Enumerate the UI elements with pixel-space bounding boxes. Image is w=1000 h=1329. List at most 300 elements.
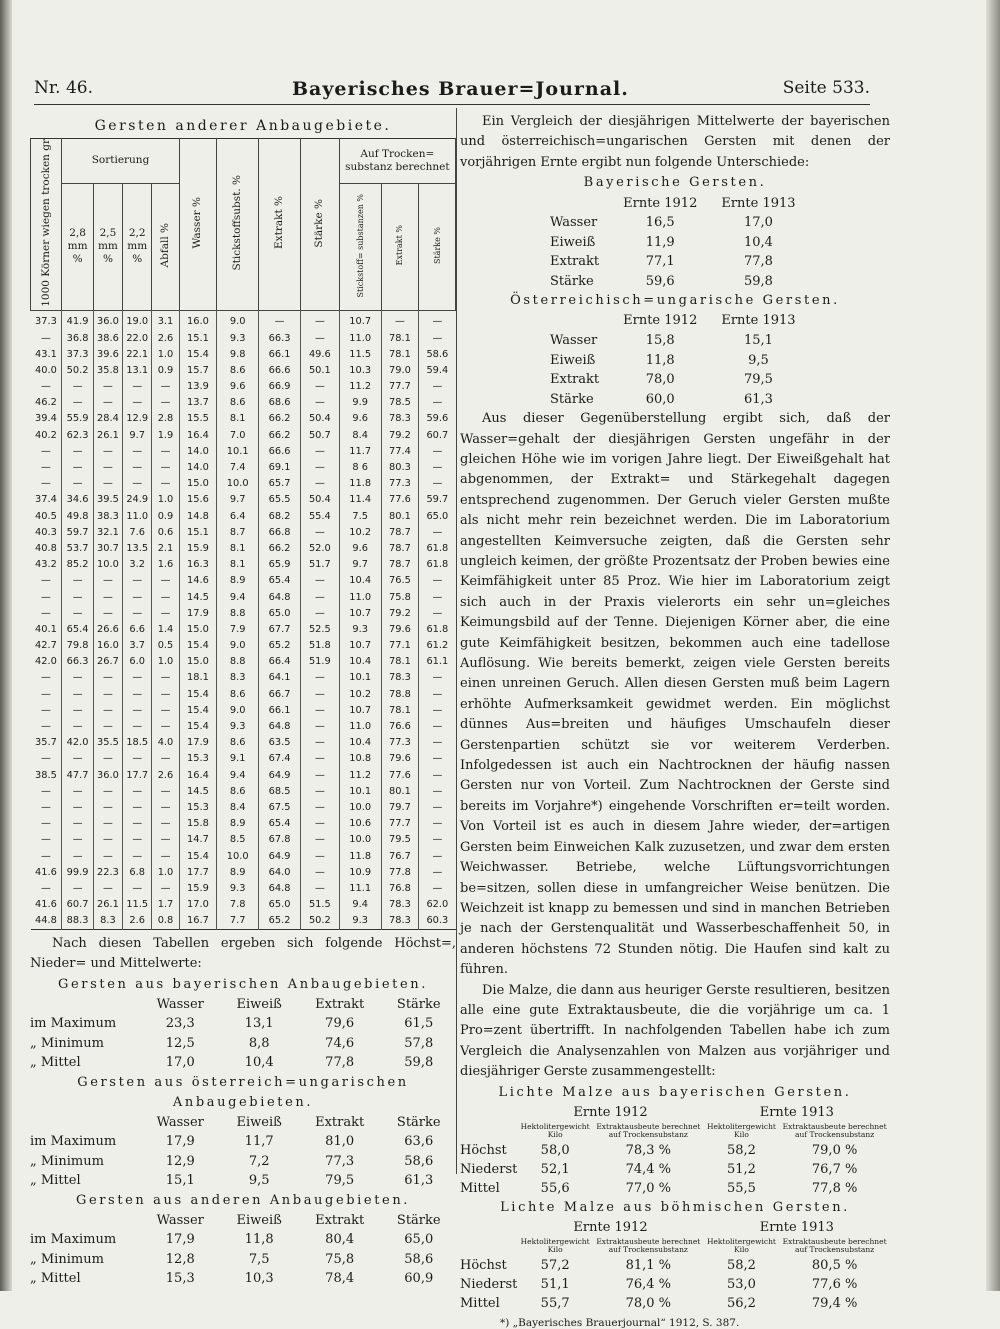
table-cell: 8.6 — [217, 362, 259, 378]
table-cell: 79.7 — [381, 799, 419, 815]
table-cell: 66.3 — [259, 330, 301, 346]
group-row-label: im Maximum — [30, 1016, 117, 1032]
table-cell: 37.3 — [35, 316, 57, 328]
table-cell: — — [419, 832, 456, 848]
group-row-label: „ Mittel — [30, 1271, 81, 1287]
table-cell: — — [123, 848, 152, 864]
cmp1-h1: Ernte 1912 — [623, 195, 698, 211]
table-cell: 9.4 — [339, 897, 381, 913]
table-cell: 42.0 — [35, 656, 57, 668]
malt-year: Ernte 1913 — [759, 1219, 834, 1235]
table-row — [31, 670, 456, 686]
col-weight: 1000 Körner wiegen trocken gr — [31, 139, 62, 311]
table-cell: 9.6 — [339, 540, 381, 556]
comparison-value: 78,0 — [645, 372, 675, 388]
table-cell: 66.1 — [259, 346, 301, 362]
table-cell: 64.0 — [259, 864, 301, 880]
table-cell: 60.3 — [419, 913, 456, 930]
table-cell: 15.0 — [179, 476, 217, 492]
table-cell: 2.6 — [152, 767, 179, 783]
barley-table — [30, 138, 456, 930]
comparison-value: 77,8 — [743, 254, 773, 270]
table-cell: 66.2 — [259, 540, 301, 556]
table-cell: 18.1 — [179, 670, 217, 686]
table-cell: 9.6 — [217, 379, 259, 395]
group-value: 63,6 — [404, 1134, 434, 1150]
table-cell: 15.6 — [179, 492, 217, 508]
comparison-value: 11,9 — [645, 234, 675, 250]
table-cell: 66.2 — [259, 427, 301, 443]
table-cell: 50.2 — [62, 362, 93, 378]
group-row — [30, 1034, 456, 1054]
table-row — [31, 362, 456, 378]
group-value: 23,3 — [165, 1016, 195, 1032]
table-cell: — — [123, 686, 152, 702]
table-cell: 49.8 — [62, 508, 93, 524]
table-cell: — — [123, 783, 152, 799]
table-cell: 16.0 — [93, 638, 122, 654]
table-cell: 13.1 — [123, 362, 152, 378]
table-cell: 14.6 — [179, 573, 217, 589]
table-cell: 63.5 — [259, 735, 301, 751]
table-cell: 43.2 — [35, 559, 57, 571]
malt-value: 57,2 — [540, 1257, 570, 1273]
group-col-header: Wasser — [156, 1114, 204, 1130]
table-cell: 51.7 — [301, 557, 340, 573]
malt-value: 77,6 % — [811, 1276, 858, 1292]
malt-value: 55,5 — [726, 1180, 756, 1196]
table-cell: — — [41, 688, 51, 700]
table-cell: 38.6 — [93, 330, 122, 346]
group-value: 11,8 — [244, 1232, 274, 1248]
table-cell: — — [152, 816, 179, 832]
group-value: 17,0 — [165, 1055, 195, 1071]
table-cell: 77.7 — [381, 379, 419, 395]
table-cell: — — [301, 702, 340, 718]
malt-year: Ernte 1913 — [759, 1104, 834, 1120]
table-cell: 1.0 — [152, 346, 179, 362]
group-col-header: Stärke — [396, 1212, 441, 1228]
malt-col-header: Hektolitergewicht Kilo — [520, 1237, 590, 1255]
table-cell: 11.5 — [123, 897, 152, 913]
table-cell: 1.0 — [152, 864, 179, 880]
table-cell: — — [62, 476, 93, 492]
table-cell: 10.3 — [339, 362, 381, 378]
table-cell: — — [419, 783, 456, 799]
table-row — [31, 686, 456, 702]
table-cell: 64.9 — [259, 767, 301, 783]
cmp2-h2: Ernte 1913 — [721, 313, 796, 329]
table-cell: 66.6 — [259, 362, 301, 378]
table-cell: — — [152, 832, 179, 848]
page-right-edge — [986, 0, 1000, 1291]
table-cell: 22.1 — [123, 346, 152, 362]
cmp1-h2: Ernte 1913 — [721, 195, 796, 211]
table-cell: — — [62, 783, 93, 799]
table-row — [31, 913, 456, 930]
table-cell: — — [41, 785, 51, 797]
table-cell: 61.2 — [419, 638, 456, 654]
comparison-label: Extrakt — [550, 372, 600, 388]
table-row — [31, 573, 456, 589]
table-cell: 59.4 — [419, 362, 456, 378]
table-cell: — — [93, 686, 122, 702]
table-cell: 15.4 — [179, 638, 217, 654]
table-cell: — — [301, 735, 340, 751]
table-cell: — — [152, 799, 179, 815]
col-s22: 2,2 mm % — [123, 183, 152, 310]
table-cell: 1.0 — [152, 492, 179, 508]
table-cell: — — [41, 478, 51, 490]
table-cell: 41.6 — [35, 866, 57, 878]
table-cell: — — [419, 330, 456, 346]
table-cell: — — [419, 767, 456, 783]
group-row — [30, 1230, 456, 1250]
table-cell: 67.7 — [259, 621, 301, 637]
group-value: 79,6 — [325, 1016, 355, 1032]
group-value: 17,9 — [165, 1134, 195, 1150]
group-row — [30, 1132, 456, 1152]
table-cell: 8.3 — [93, 913, 122, 930]
table-cell: 10.7 — [339, 638, 381, 654]
table-cell: 68.5 — [259, 783, 301, 799]
table-cell: — — [419, 735, 456, 751]
table-title: Gersten anderer Anbaugebiete. — [94, 118, 392, 134]
table-cell: 40.8 — [35, 542, 57, 554]
malt-col-header: Extraktausbeute berechnet auf Trockensubstanz — [596, 1122, 701, 1140]
group-table — [30, 1211, 456, 1289]
table-cell: — — [123, 832, 152, 848]
table-cell: — — [301, 816, 340, 832]
table-cell: 8.4 — [339, 427, 381, 443]
table-cell: 19.0 — [123, 310, 152, 330]
table-row — [31, 864, 456, 880]
table-cell: — — [93, 751, 122, 767]
table-cell: — — [41, 818, 51, 830]
table-cell: — — [62, 443, 93, 459]
group-row-label: „ Minimum — [30, 1035, 104, 1051]
table-cell: — — [419, 573, 456, 589]
table-cell: — — [419, 589, 456, 605]
table-cell: — — [419, 605, 456, 621]
table-cell: 66.4 — [259, 654, 301, 670]
group-value: 12,9 — [165, 1153, 195, 1169]
table-cell: — — [152, 718, 179, 734]
table-cell: 11.0 — [339, 718, 381, 734]
table-cell: — — [301, 686, 340, 702]
table-cell: — — [419, 310, 456, 330]
table-cell: — — [93, 443, 122, 459]
table-cell: 80.3 — [381, 459, 419, 475]
table-cell: 50.1 — [301, 362, 340, 378]
table-cell: 7.7 — [217, 913, 259, 930]
table-cell: 50.7 — [301, 427, 340, 443]
table-cell: — — [41, 882, 51, 894]
table-cell: — — [301, 379, 340, 395]
table-cell: 51.9 — [301, 654, 340, 670]
journal-title: Bayerisches Brauer=Journal. — [292, 78, 629, 100]
table-cell: 10.1 — [217, 443, 259, 459]
table-cell: 11.8 — [339, 476, 381, 492]
table-cell: — — [301, 718, 340, 734]
table-cell: — — [62, 573, 93, 589]
table-cell: 75.8 — [381, 589, 419, 605]
table-row — [31, 735, 456, 751]
group-value: 57,8 — [404, 1035, 434, 1051]
table-cell: 8.7 — [217, 524, 259, 540]
table-cell: — — [41, 801, 51, 813]
table-cell: 9.3 — [339, 621, 381, 637]
table-cell: 66.3 — [62, 654, 93, 670]
table-cell: 6.8 — [123, 864, 152, 880]
table-cell: — — [419, 379, 456, 395]
group-value: 61,3 — [404, 1173, 434, 1189]
comparison-row — [520, 331, 808, 351]
table-cell: 22.0 — [123, 330, 152, 346]
malt-row-label: Höchst — [460, 1142, 507, 1158]
group-row-label: „ Minimum — [30, 1153, 104, 1169]
table-cell: 8.8 — [217, 605, 259, 621]
table-cell: — — [301, 459, 340, 475]
table-cell: 77.1 — [381, 638, 419, 654]
comparison-label: Extrakt — [550, 254, 600, 270]
table-cell: — — [259, 310, 301, 330]
table-cell: 0.8 — [152, 913, 179, 930]
col-extrakt: Extrakt % — [259, 139, 301, 311]
table-cell: 0.5 — [152, 638, 179, 654]
group-table — [30, 1113, 456, 1191]
table-cell: 78.3 — [381, 913, 419, 930]
comparison-label: Wasser — [550, 215, 598, 231]
table-cell: 8.6 — [217, 686, 259, 702]
table-cell: 59.7 — [62, 524, 93, 540]
table-row — [31, 816, 456, 832]
summary-intro: Nach diesen Tabellen ergeben sich folgende Höchst=, Nieder= und Mittelwerte: — [30, 935, 456, 972]
table-cell: 61.8 — [419, 557, 456, 573]
table-cell: 10.0 — [217, 848, 259, 864]
table-cell: 17.9 — [179, 735, 217, 751]
table-cell: 10.8 — [339, 751, 381, 767]
table-row — [31, 638, 456, 654]
table-cell: 79.6 — [381, 621, 419, 637]
group-col-header: Stärke — [396, 1114, 441, 1130]
malt-value: 52,1 — [540, 1161, 570, 1177]
table-row — [31, 783, 456, 799]
table-cell: 76.6 — [381, 718, 419, 734]
malt-value: 55,7 — [540, 1295, 570, 1311]
table-cell: — — [93, 880, 122, 896]
group-value: 78,4 — [325, 1271, 355, 1287]
table-cell: 17.7 — [179, 864, 217, 880]
malt-row — [460, 1160, 890, 1179]
table-cell: 8 6 — [339, 459, 381, 475]
table-cell: 8.1 — [217, 540, 259, 556]
table-cell: 10.0 — [339, 832, 381, 848]
table-cell: 0.6 — [152, 524, 179, 540]
comparison-value: 16,5 — [645, 215, 675, 231]
table-cell: 14.8 — [179, 508, 217, 524]
table-cell: 16.0 — [179, 310, 217, 330]
group-value: 77,8 — [325, 1055, 355, 1071]
group-value: 59,8 — [404, 1055, 434, 1071]
table-cell: 26.1 — [93, 427, 122, 443]
table-cell: 78.7 — [381, 524, 419, 540]
table-cell: — — [301, 524, 340, 540]
table-cell: — — [123, 459, 152, 475]
group-row-label: „ Mittel — [30, 1055, 81, 1071]
table-cell: — — [93, 670, 122, 686]
table-cell: 0.9 — [152, 362, 179, 378]
table-cell: — — [419, 816, 456, 832]
table-cell: 37.3 — [62, 346, 93, 362]
table-row — [31, 848, 456, 864]
table-cell: 44.8 — [35, 915, 57, 927]
table-cell: — — [419, 443, 456, 459]
cmp1-table — [520, 193, 808, 291]
table-cell: 78.8 — [381, 686, 419, 702]
malt-value: 78,3 % — [625, 1142, 672, 1158]
table-cell: 8.6 — [217, 735, 259, 751]
col-wasser: Wasser % — [179, 139, 217, 311]
table-cell: 1.4 — [152, 621, 179, 637]
table-cell: 15.4 — [179, 702, 217, 718]
table-cell: — — [152, 476, 179, 492]
table-cell: 65.4 — [259, 816, 301, 832]
table-cell: — — [123, 476, 152, 492]
table-cell: — — [93, 573, 122, 589]
table-cell: 9.7 — [339, 557, 381, 573]
table-cell: 3.7 — [123, 638, 152, 654]
group-col-header: Extrakt — [315, 996, 365, 1012]
table-cell: 49.6 — [301, 346, 340, 362]
table-cell: 40.2 — [35, 429, 57, 441]
table-cell: — — [93, 589, 122, 605]
malt-value: 58,2 — [726, 1257, 756, 1273]
table-cell: — — [419, 670, 456, 686]
table-cell: 9.1 — [217, 751, 259, 767]
table-cell: 64.1 — [259, 670, 301, 686]
table-cell: — — [41, 672, 51, 684]
table-cell: — — [301, 767, 340, 783]
table-row — [31, 443, 456, 459]
table-cell: 17.9 — [179, 605, 217, 621]
table-cell: 79.2 — [381, 427, 419, 443]
table-cell: 77.6 — [381, 492, 419, 508]
malt-row — [460, 1294, 890, 1313]
group-row — [30, 1014, 456, 1034]
malt-value: 58,2 — [726, 1142, 756, 1158]
table-cell: 8.6 — [217, 783, 259, 799]
table-cell: 65.9 — [259, 557, 301, 573]
table-cell: — — [152, 605, 179, 621]
table-cell: — — [123, 816, 152, 832]
table-row — [31, 379, 456, 395]
table-cell: 11.0 — [339, 589, 381, 605]
table-cell: 36.0 — [93, 310, 122, 330]
table-cell: 9.3 — [217, 330, 259, 346]
table-cell: — — [152, 670, 179, 686]
table-cell: — — [93, 799, 122, 815]
table-cell: — — [62, 379, 93, 395]
table-cell: — — [93, 476, 122, 492]
table-cell: 52.5 — [301, 621, 340, 637]
table-cell: 65.4 — [259, 573, 301, 589]
table-cell: 51.8 — [301, 638, 340, 654]
table-cell: — — [152, 573, 179, 589]
table-cell: — — [152, 443, 179, 459]
group-title: Gersten aus bayerischen Anbaugebieten. — [58, 976, 428, 992]
table-cell: — — [93, 379, 122, 395]
table-cell: 9.0 — [217, 702, 259, 718]
malt-title: Lichte Malze aus böhmischen Gersten. — [500, 1199, 850, 1215]
table-cell: — — [41, 445, 51, 457]
group-col-header: Extrakt — [315, 1212, 365, 1228]
table-cell: 2.6 — [152, 330, 179, 346]
table-row — [31, 524, 456, 540]
group-value: 60,9 — [404, 1271, 434, 1287]
table-cell: 66.1 — [259, 702, 301, 718]
table-cell: 79.6 — [381, 751, 419, 767]
table-cell: 7.6 — [123, 524, 152, 540]
table-cell: 8.9 — [217, 573, 259, 589]
table-cell: — — [301, 880, 340, 896]
table-cell: 9.4 — [217, 767, 259, 783]
table-cell: — — [123, 670, 152, 686]
table-cell: 15.7 — [179, 362, 217, 378]
table-cell: — — [301, 783, 340, 799]
table-cell: 3.2 — [123, 557, 152, 573]
table-cell: 42.7 — [35, 640, 57, 652]
table-row — [31, 767, 456, 783]
table-cell: 59.7 — [419, 492, 456, 508]
table-cell: 66.9 — [259, 379, 301, 395]
table-cell: 9.3 — [217, 718, 259, 734]
table-cell: 34.6 — [62, 492, 93, 508]
table-cell: — — [123, 573, 152, 589]
comparison-value: 17,0 — [743, 215, 773, 231]
table-cell: 78.1 — [381, 346, 419, 362]
table-cell: — — [419, 524, 456, 540]
table-cell: — — [123, 751, 152, 767]
comparison-row — [520, 370, 808, 390]
table-cell: 79.5 — [381, 832, 419, 848]
table-cell: 9.3 — [339, 913, 381, 930]
table-cell: — — [93, 702, 122, 718]
malt-row — [460, 1256, 890, 1275]
col-tr-staerke: Stärke % — [419, 183, 456, 310]
table-cell: 77.7 — [381, 816, 419, 832]
table-cell: — — [123, 395, 152, 411]
cmp1-title: Bayerische Gersten. — [583, 175, 767, 191]
table-cell: 66.7 — [259, 686, 301, 702]
table-row — [31, 310, 456, 330]
malt-col-header: Extraktausbeute berechnet auf Trockensubstanz — [596, 1237, 701, 1255]
table-cell: — — [93, 832, 122, 848]
table-cell: 9.7 — [217, 492, 259, 508]
group-value: 8,8 — [248, 1035, 270, 1051]
table-cell: 15.8 — [179, 816, 217, 832]
table-row — [31, 330, 456, 346]
table-cell: — — [41, 721, 51, 733]
table-cell: 9.7 — [123, 427, 152, 443]
table-cell: 15.4 — [179, 346, 217, 362]
group-col-header: Eiweiß — [236, 1212, 282, 1228]
malt-row-label: Höchst — [460, 1257, 507, 1273]
table-cell: — — [62, 605, 93, 621]
table-cell: 61.8 — [419, 540, 456, 556]
table-cell: — — [301, 310, 340, 330]
table-cell: 4.0 — [152, 735, 179, 751]
